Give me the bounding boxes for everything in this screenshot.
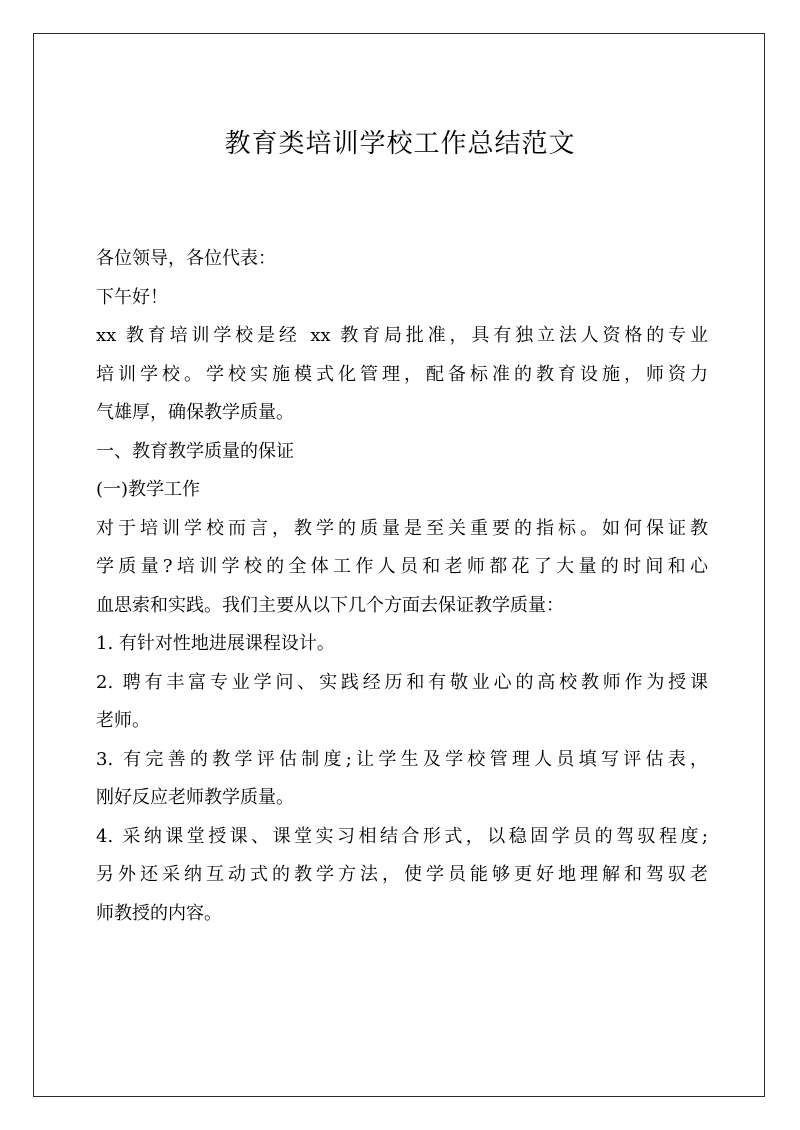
list-item-line: 1. 有针对性地进展课程设计。 [96, 633, 335, 654]
body-paragraph-line: 学质量?培训学校的全体工作人员和老师都花了大量的时间和心 [96, 556, 708, 577]
subsection-heading: (一)教学工作 [96, 479, 201, 500]
list-item-line: 刚好反应老师教学质量。 [96, 787, 294, 808]
list-item-line: 3. 有完善的教学评估制度;让学生及学校管理人员填写评估表， [96, 748, 708, 770]
body-paragraph-line: 对于培训学校而言，教学的质量是至关重要的指标。如何保证教 [96, 517, 708, 539]
intro-paragraph-line: 气雄厚，确保教学质量。 [96, 402, 294, 423]
list-item-line: 2. 聘有丰富专业学问、实践经历和有敬业心的高校教师作为授课 [96, 671, 708, 693]
list-item-line: 另外还采纳互动式的教学方法，使学员能够更好地理解和驾驭老 [96, 864, 708, 885]
intro-paragraph-line: xx 教育培训学校是经 xx 教育局批准，具有独立法人资格的专业 [96, 325, 708, 346]
list-item-line: 4. 采纳课堂授课、课堂实习相结合形式，以稳固学员的驾驭程度; [96, 825, 708, 847]
list-item-line: 师教授的内容。 [96, 902, 222, 924]
greeting-line: 下午好！ [96, 286, 168, 308]
intro-paragraph-line: 培训学校。学校实施模式化管理，配备标准的教育设施，师资力 [96, 363, 708, 385]
list-item-line: 老师。 [96, 710, 150, 731]
document-body [96, 240, 708, 933]
body-paragraph-line: 血思索和实践。我们主要从以下几个方面去保证教学质量： [96, 594, 564, 616]
section-heading: 一、教育教学质量的保证 [96, 440, 294, 462]
salutation-line: 各位领导，各位代表： [96, 248, 276, 269]
document-title: 教育类培训学校工作总结范文 [224, 129, 576, 159]
